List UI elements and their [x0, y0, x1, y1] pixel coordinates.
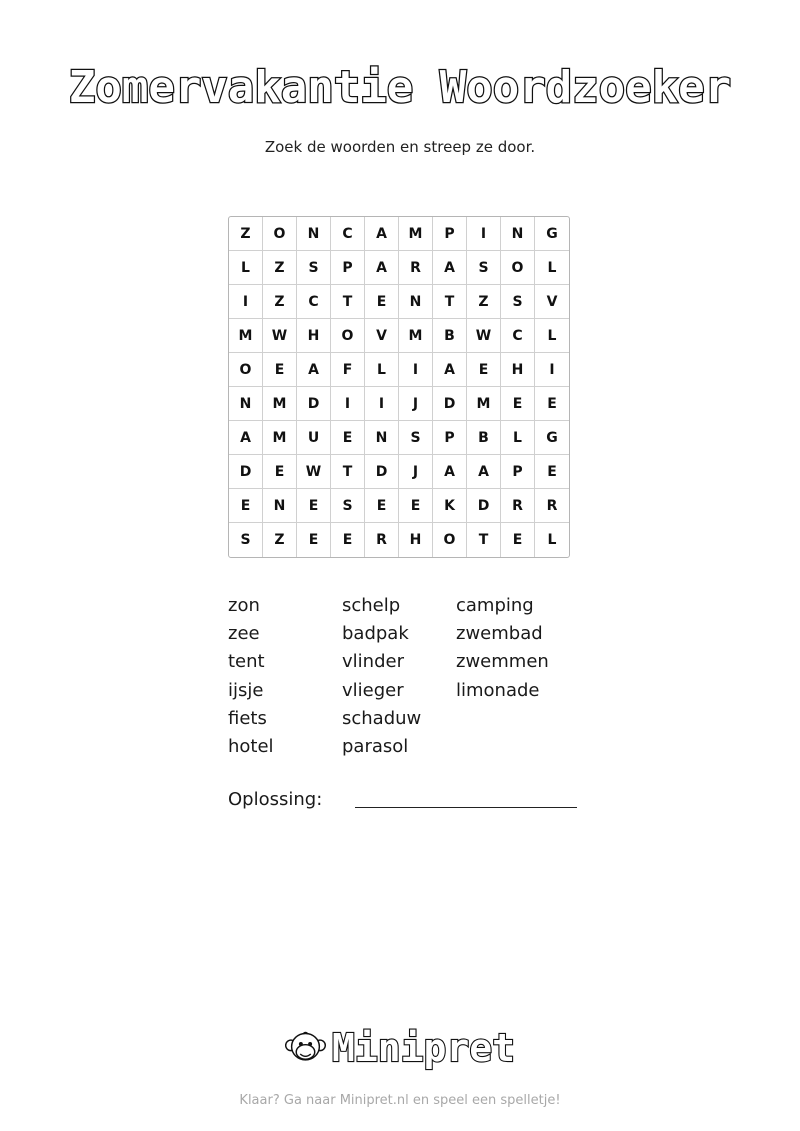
grid-cell[interactable]: E — [399, 489, 433, 523]
word-column — [342, 592, 456, 761]
grid-cell[interactable]: A — [229, 421, 263, 455]
grid-cell[interactable]: L — [229, 251, 263, 285]
grid-cell[interactable]: U — [297, 421, 331, 455]
grid-cell[interactable]: N — [501, 217, 535, 251]
solution-label: Oplossing: — [228, 789, 323, 810]
grid-cell[interactable]: I — [365, 387, 399, 421]
grid-cell[interactable]: R — [365, 523, 399, 557]
grid-cell[interactable]: L — [547, 532, 557, 548]
grid-cell[interactable]: A — [365, 251, 399, 285]
grid-cell[interactable]: E — [263, 455, 297, 489]
grid-cell[interactable]: P — [501, 455, 535, 489]
grid-cell[interactable]: B — [467, 421, 501, 455]
grid-cell[interactable]: E — [365, 489, 399, 523]
solution-answer-line[interactable] — [355, 807, 577, 808]
grid-cell[interactable]: E — [229, 489, 263, 523]
word-item: hotel — [228, 735, 274, 757]
grid-cell[interactable]: L — [535, 251, 569, 285]
grid-cell[interactable]: H — [501, 353, 535, 387]
grid-cell[interactable]: D — [229, 455, 263, 489]
grid-cell[interactable]: T — [331, 455, 365, 489]
logo-text: Minipret — [331, 1026, 515, 1070]
word-item: limonade — [456, 679, 540, 701]
grid-cell[interactable]: I — [229, 285, 263, 319]
grid-cell[interactable]: N — [263, 489, 297, 523]
grid-cell[interactable]: O — [263, 217, 297, 251]
grid-cell[interactable]: E — [535, 387, 569, 421]
letter-grid — [228, 216, 570, 558]
word-item: ijsje — [228, 679, 264, 701]
grid-cell[interactable]: E — [331, 421, 365, 455]
grid-cell[interactable]: W — [263, 319, 297, 353]
grid-cell[interactable]: S — [399, 421, 433, 455]
grid-cell[interactable]: L — [365, 353, 399, 387]
grid-cell[interactable]: M — [263, 387, 297, 421]
page-title: Zomervakantie Woordzoeker — [68, 62, 732, 113]
grid-cell[interactable]: D — [365, 455, 399, 489]
grid-cell[interactable]: S — [297, 251, 331, 285]
grid-cell[interactable]: Z — [263, 523, 297, 557]
grid-cell[interactable]: E — [331, 523, 365, 557]
grid-cell[interactable]: N — [297, 217, 331, 251]
grid-cell[interactable]: Z — [229, 217, 263, 251]
grid-cell[interactable]: R — [535, 489, 569, 523]
grid-cell[interactable]: E — [297, 489, 331, 523]
grid-cell[interactable]: H — [297, 319, 331, 353]
grid-cell[interactable]: E — [535, 455, 569, 489]
grid-cell[interactable]: I — [535, 353, 569, 387]
grid-cell[interactable]: I — [467, 217, 501, 251]
grid-cell[interactable]: L — [535, 319, 569, 353]
grid-cell[interactable]: P — [331, 251, 365, 285]
word-item: zon — [228, 595, 260, 616]
grid-cell[interactable]: D — [433, 387, 467, 421]
grid-cell[interactable]: E — [501, 387, 535, 421]
word-item: zwembad — [456, 623, 543, 645]
word-item: tent — [228, 651, 265, 673]
grid-cell[interactable]: V — [535, 285, 569, 319]
grid-cell[interactable]: S — [467, 251, 501, 285]
grid-cell[interactable]: G — [535, 421, 569, 455]
grid-cell[interactable]: J — [399, 387, 433, 421]
minipret-logo — [285, 1020, 515, 1076]
grid-cell[interactable]: G — [535, 217, 569, 251]
grid-cell[interactable]: B — [433, 319, 467, 353]
grid-cell[interactable]: W — [297, 455, 331, 489]
grid-cell[interactable]: R — [399, 251, 433, 285]
word-column — [228, 592, 342, 761]
grid-cell[interactable]: T — [433, 285, 467, 319]
grid-cell[interactable]: N — [365, 421, 399, 455]
word-item: zee — [228, 623, 260, 645]
grid-cell[interactable]: S — [501, 285, 535, 319]
monkey-icon — [285, 1020, 326, 1076]
grid-cell[interactable]: A — [433, 353, 467, 387]
word-column — [456, 592, 588, 761]
grid-cell[interactable]: I — [399, 353, 433, 387]
grid-cell[interactable]: M — [399, 319, 433, 353]
grid-cell[interactable]: M — [229, 319, 263, 353]
grid-cell[interactable]: M — [467, 387, 501, 421]
grid-cell[interactable]: O — [501, 251, 535, 285]
grid-cell[interactable]: C — [331, 217, 365, 251]
grid-cell[interactable]: L — [501, 421, 535, 455]
grid-cell[interactable]: W — [467, 319, 501, 353]
grid-cell[interactable]: C — [501, 319, 535, 353]
word-item: vlieger — [342, 679, 404, 701]
grid-cell[interactable]: E — [365, 285, 399, 319]
grid-cell[interactable]: M — [399, 217, 433, 251]
grid-cell[interactable]: C — [297, 285, 331, 319]
instructions: Zoek de woorden en streep ze door. — [264, 138, 536, 156]
grid-cell[interactable]: K — [433, 489, 467, 523]
grid-cell[interactable]: T — [467, 523, 501, 557]
grid-cell[interactable]: S — [331, 489, 365, 523]
grid-cell[interactable]: A — [365, 217, 399, 251]
grid-cell[interactable]: N — [399, 285, 433, 319]
grid-cell[interactable]: A — [467, 455, 501, 489]
word-list — [228, 592, 588, 761]
grid-cell[interactable]: P — [433, 421, 467, 455]
grid-cell[interactable]: M — [263, 421, 297, 455]
word-item: parasol — [342, 735, 409, 757]
grid-cell[interactable]: F — [331, 353, 365, 387]
grid-cell[interactable]: A — [433, 455, 467, 489]
grid-cell[interactable]: O — [331, 319, 365, 353]
grid-cell[interactable]: A — [433, 251, 467, 285]
grid-cell[interactable]: P — [433, 217, 467, 251]
grid-cell[interactable]: Z — [467, 285, 501, 319]
word-item: schaduw — [342, 707, 422, 729]
grid-cell[interactable]: Z — [263, 251, 297, 285]
grid-cell[interactable]: O — [229, 353, 263, 387]
grid-cell[interactable]: I — [331, 387, 365, 421]
grid-cell[interactable]: S — [229, 523, 263, 557]
word-item: fiets — [228, 707, 267, 729]
grid-cell[interactable]: V — [365, 319, 399, 353]
word-item: vlinder — [342, 651, 404, 673]
grid-cell[interactable]: E — [501, 523, 535, 557]
grid-cell[interactable]: D — [297, 387, 331, 421]
grid-cell[interactable]: E — [263, 353, 297, 387]
word-item: zwemmen — [456, 651, 549, 673]
grid-cell[interactable]: E — [297, 523, 331, 557]
grid-cell[interactable]: H — [399, 523, 433, 557]
word-item: badpak — [342, 623, 409, 645]
grid-cell[interactable]: A — [297, 353, 331, 387]
footer-note: Klaar? Ga naar Minipret.nl en speel een spelletje! — [239, 1093, 561, 1108]
grid-cell[interactable]: O — [433, 523, 467, 557]
grid-cell[interactable]: R — [501, 489, 535, 523]
grid-cell[interactable]: D — [467, 489, 501, 523]
grid-cell[interactable]: E — [467, 353, 501, 387]
grid-cell[interactable]: J — [399, 455, 433, 489]
grid-cell[interactable]: N — [229, 387, 263, 421]
grid-cell[interactable]: Z — [263, 285, 297, 319]
grid-cell[interactable]: T — [331, 285, 365, 319]
word-item: camping — [456, 595, 534, 616]
word-item: schelp — [342, 595, 401, 616]
